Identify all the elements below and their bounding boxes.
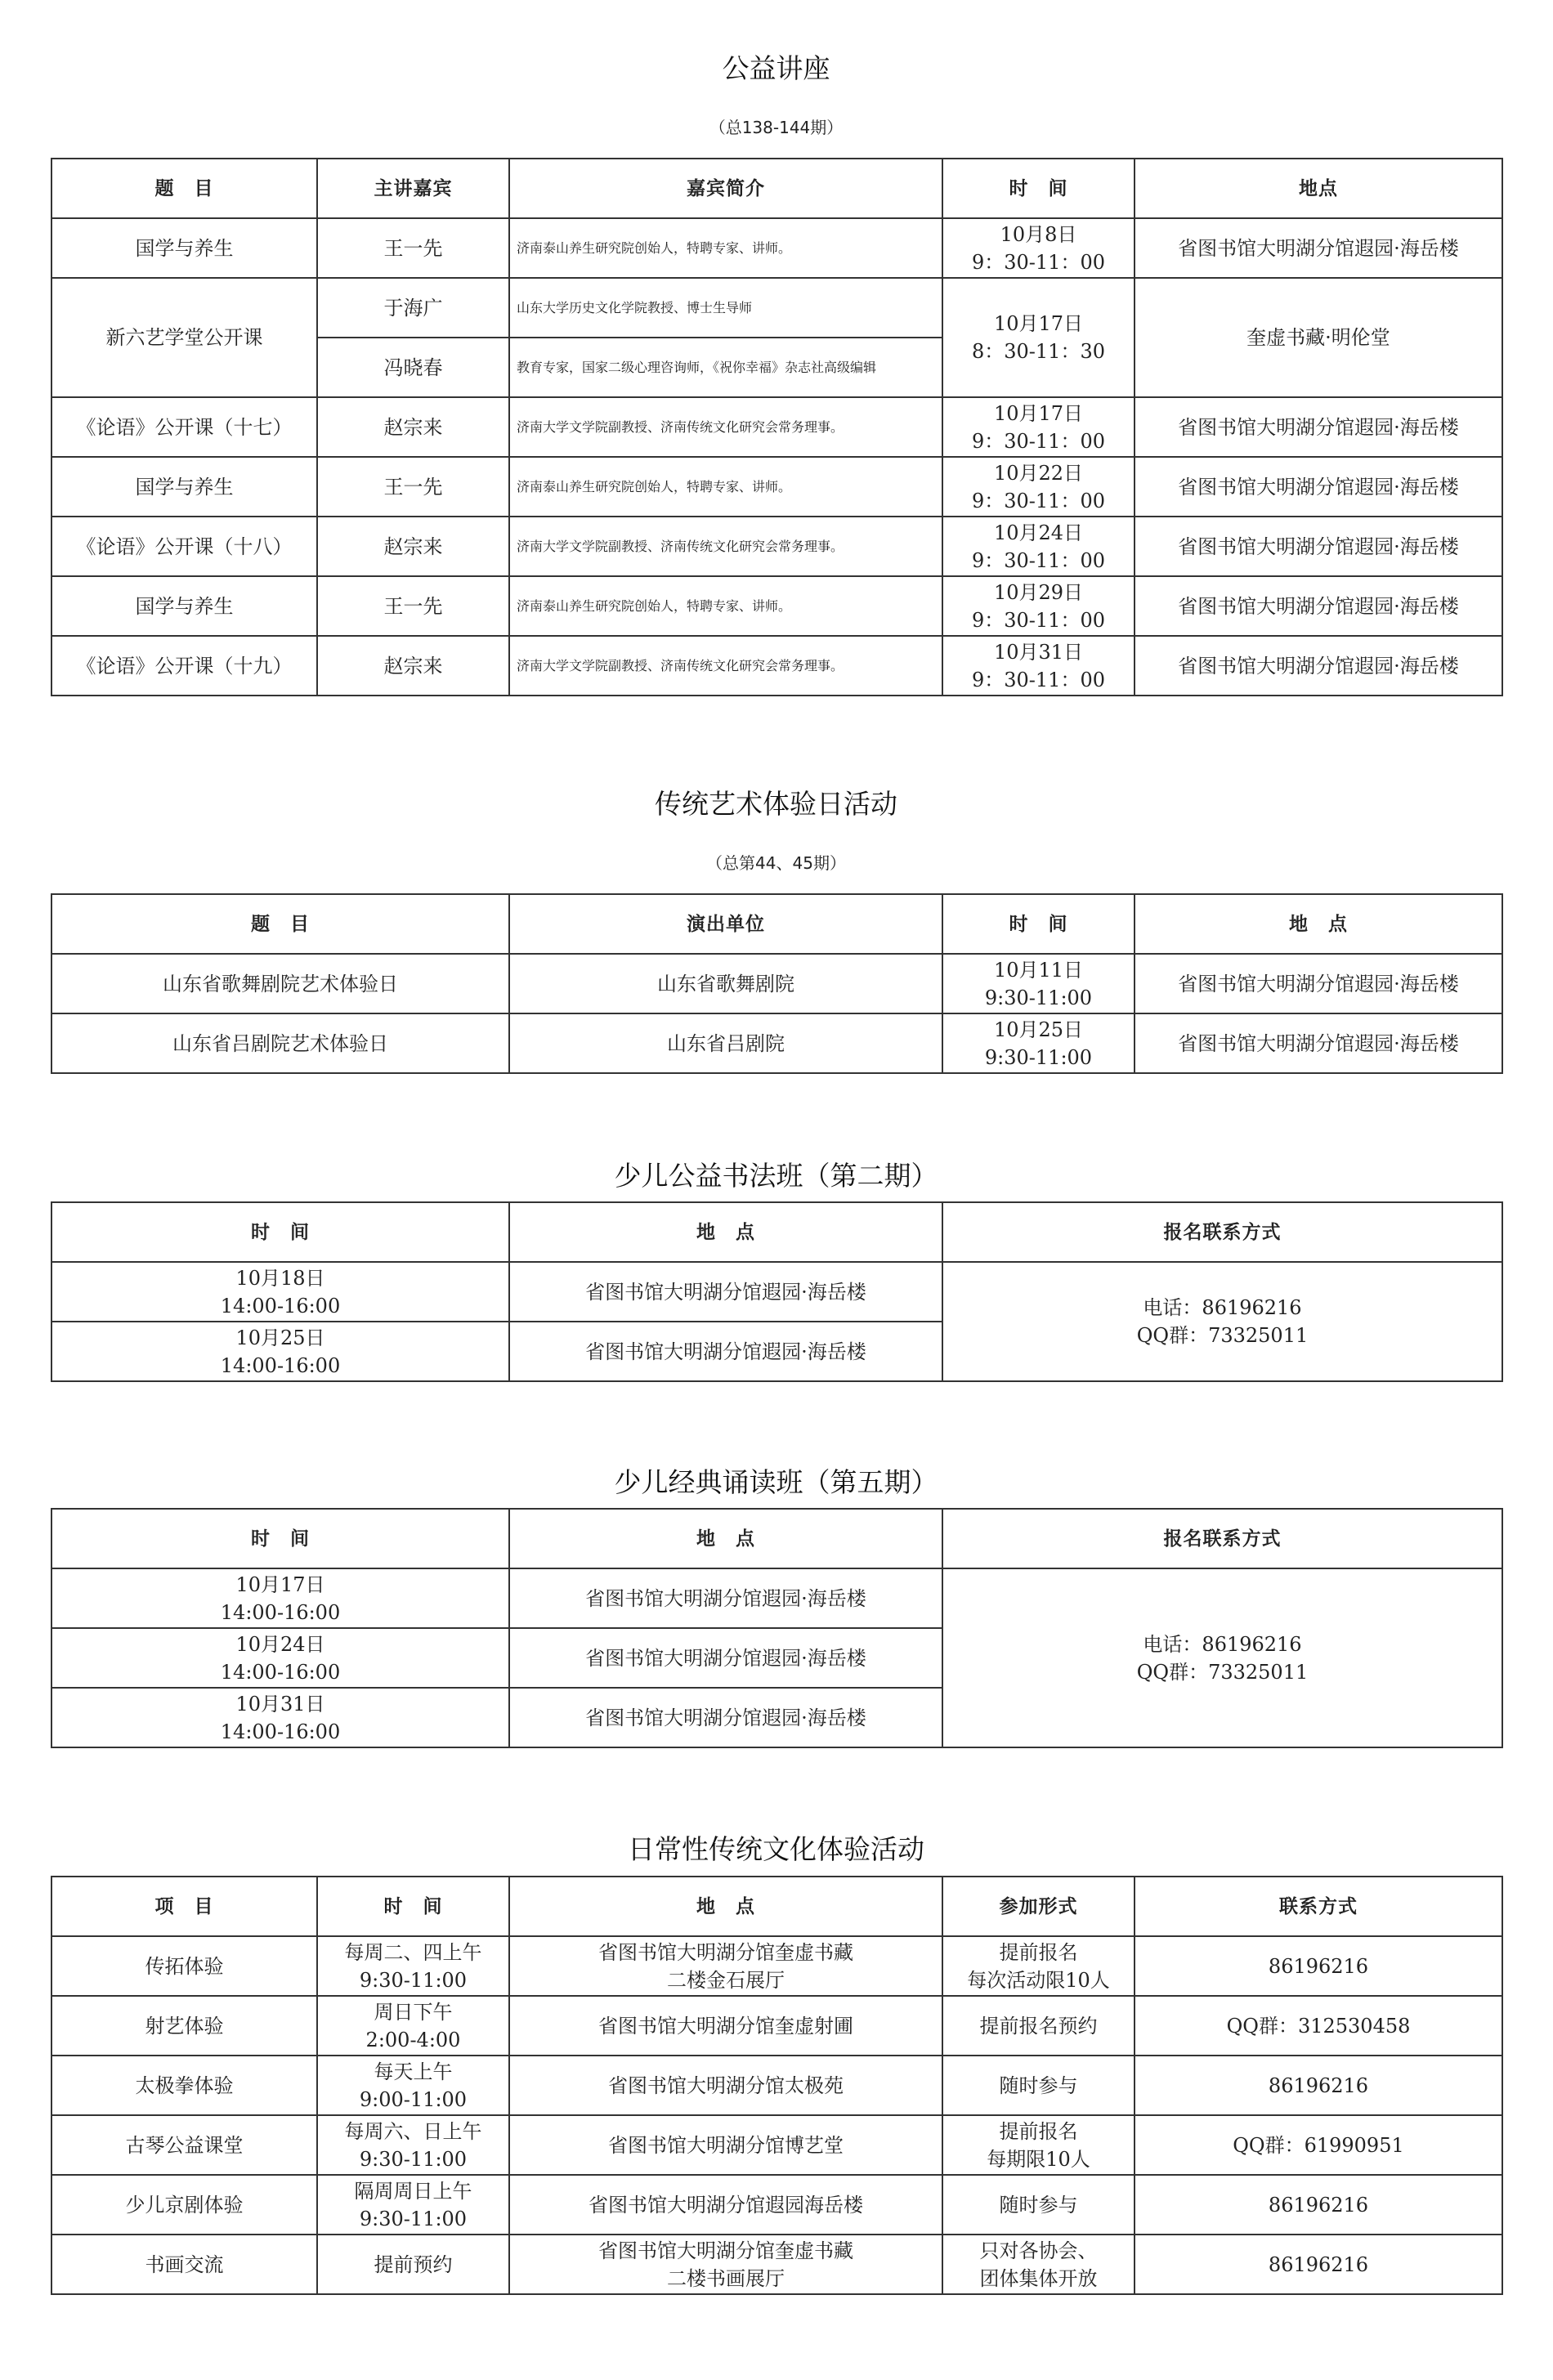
- item-cell: 少儿京剧体验: [51, 2175, 317, 2235]
- lectures-table: [51, 158, 1503, 696]
- intro-cell: 济南大学文学院副教授、济南传统文化研究会常务理事。: [509, 636, 942, 696]
- time-cell: 提前预约: [317, 2235, 509, 2294]
- reading-table: [51, 1508, 1503, 1748]
- time-cell: [942, 576, 1135, 636]
- intro-cell: 济南大学文学院副教授、济南传统文化研究会常务理事。: [509, 397, 942, 457]
- place-cell: 省图书馆大明湖分馆遐园·海岳楼: [1135, 1013, 1502, 1073]
- date-text: 10月25日: [993, 1018, 1084, 1041]
- item-cell: 太极拳体验: [51, 2056, 317, 2115]
- time-text: 9：30-11：00: [972, 429, 1105, 453]
- time-text: 9:30-11:00: [984, 1045, 1093, 1069]
- date-text: 10月17日: [235, 1572, 325, 1596]
- time-cell: [317, 1936, 509, 1996]
- header-place: 地 点: [509, 1877, 942, 1936]
- place-cell: 省图书馆大明湖分馆遐园·海岳楼: [1135, 397, 1502, 457]
- place-cell: 省图书馆大明湖分馆博艺堂: [509, 2115, 942, 2175]
- topic-cell: 《论语》公开课（十九）: [51, 636, 317, 696]
- form-line-1: 提前报名: [999, 1940, 1078, 1964]
- form-cell: [942, 2115, 1135, 2175]
- header-time: 时 间: [942, 159, 1135, 218]
- header-unit: 演出单位: [509, 894, 942, 954]
- lectures-subtitle: （总138-144期）: [709, 118, 844, 137]
- date-text: 10月31日: [235, 1692, 325, 1716]
- intro-cell: 济南大学文学院副教授、济南传统文化研究会常务理事。: [509, 517, 942, 576]
- place-cell: 省图书馆大明湖分馆奎虚射圃: [509, 1996, 942, 2056]
- time-line-2: 9:30-11:00: [359, 2147, 468, 2171]
- guest-cell: 赵宗来: [317, 517, 509, 576]
- place-line-2: 二楼书画展厅: [667, 2266, 785, 2290]
- table-row: [51, 397, 1502, 457]
- header-topic: 题 目: [51, 894, 509, 954]
- form-line-1: 只对各协会、: [979, 2239, 1098, 2262]
- form-cell: 随时参与: [942, 2175, 1135, 2235]
- guest-cell: 赵宗来: [317, 397, 509, 457]
- arts-title: 传统艺术体验日活动: [655, 788, 897, 820]
- place-cell: 省图书馆大明湖分馆遐园·海岳楼: [1135, 636, 1502, 696]
- time-cell: [942, 954, 1135, 1013]
- unit-cell: 山东省歌舞剧院: [509, 954, 942, 1013]
- time-text: 14:00-16:00: [220, 1353, 341, 1377]
- form-line-2: 团体集体开放: [979, 2266, 1098, 2290]
- contact-cell: 86196216: [1135, 2056, 1502, 2115]
- time-cell: [942, 218, 1135, 278]
- topic-cell: 新六艺学堂公开课: [51, 278, 317, 397]
- table-row: [51, 576, 1502, 636]
- place-cell: 省图书馆大明湖分馆遐园·海岳楼: [1135, 576, 1502, 636]
- time-cell: [317, 1996, 509, 2056]
- time-line-1: 每天上午: [374, 2060, 453, 2083]
- guest-cell: 王一先: [317, 457, 509, 517]
- contact-cell: [942, 1568, 1502, 1747]
- time-cell: [317, 2115, 509, 2175]
- table-row: [51, 278, 1502, 338]
- time-text: 14:00-16:00: [220, 1600, 341, 1624]
- header-form: 参加形式: [942, 1877, 1135, 1936]
- place-cell: 省图书馆大明湖分馆遐园·海岳楼: [509, 1688, 942, 1747]
- form-cell: [942, 1936, 1135, 1996]
- header-place: 地 点: [1135, 894, 1502, 954]
- time-text: 9：30-11：00: [972, 489, 1105, 512]
- place-line-1: 省图书馆大明湖分馆奎虚书藏: [598, 1940, 853, 1964]
- table-header-row: [51, 1877, 1502, 1936]
- date-text: 10月8日: [1000, 222, 1077, 246]
- header-place: 地 点: [509, 1202, 942, 1262]
- time-text: 14:00-16:00: [220, 1660, 341, 1684]
- time-cell: [942, 1013, 1135, 1073]
- table-header-row: [51, 159, 1502, 218]
- intro-cell: 济南泰山养生研究院创始人，特聘专家、讲师。: [509, 218, 942, 278]
- date-text: 10月17日: [993, 401, 1084, 425]
- date-text: 10月24日: [993, 521, 1084, 544]
- table-row: [51, 1568, 1502, 1628]
- contact-qq: QQ群：73325011: [1136, 1324, 1309, 1347]
- place-cell: [509, 2235, 942, 2294]
- table-row: [51, 636, 1502, 696]
- table-header-row: [51, 894, 1502, 954]
- daily-table: [51, 1876, 1503, 2295]
- header-topic: 题 目: [51, 159, 317, 218]
- header-contact: 报名联系方式: [942, 1509, 1502, 1568]
- date-text: 10月25日: [235, 1326, 325, 1349]
- guest-cell: 赵宗来: [317, 636, 509, 696]
- time-cell: [942, 517, 1135, 576]
- header-contact: 联系方式: [1135, 1877, 1502, 1936]
- place-cell: 省图书馆大明湖分馆遐园海岳楼: [509, 2175, 942, 2235]
- contact-cell: QQ群：312530458: [1135, 1996, 1502, 2056]
- time-cell: [317, 2175, 509, 2235]
- date-text: 10月18日: [235, 1266, 325, 1290]
- table-header-row: [51, 1202, 1502, 1262]
- header-place: 地 点: [509, 1509, 942, 1568]
- header-item: 项 目: [51, 1877, 317, 1936]
- time-line-1: 每周六、日上午: [344, 2119, 482, 2143]
- table-row: [51, 1013, 1502, 1073]
- time-cell: [51, 1322, 509, 1381]
- header-intro: 嘉宾简介: [509, 159, 942, 218]
- guest-cell: 王一先: [317, 576, 509, 636]
- intro-cell: 教育专家，国家二级心理咨询师，《祝你幸福》杂志社高级编辑: [509, 338, 942, 397]
- item-cell: 书画交流: [51, 2235, 317, 2294]
- table-row: [51, 1996, 1502, 2056]
- time-line-1: 每周二、四上午: [344, 1940, 482, 1964]
- place-cell: 省图书馆大明湖分馆遐园·海岳楼: [1135, 218, 1502, 278]
- form-line-1: 提前报名: [999, 2119, 1078, 2143]
- arts-table: [51, 893, 1503, 1074]
- lectures-title: 公益讲座: [722, 52, 830, 84]
- date-text: 10月17日: [993, 312, 1084, 335]
- guest-cell: 王一先: [317, 218, 509, 278]
- place-cell: 省图书馆大明湖分馆遐园·海岳楼: [509, 1322, 942, 1381]
- header-time: 时 间: [51, 1509, 509, 1568]
- topic-cell: 国学与养生: [51, 576, 317, 636]
- time-cell: [317, 2056, 509, 2115]
- form-cell: 提前报名预约: [942, 1996, 1135, 2056]
- contact-phone: 电话：86196216: [1143, 1632, 1302, 1656]
- contact-cell: QQ群：61990951: [1135, 2115, 1502, 2175]
- header-time: 时 间: [51, 1202, 509, 1262]
- topic-cell: 山东省歌舞剧院艺术体验日: [51, 954, 509, 1013]
- topic-cell: 山东省吕剧院艺术体验日: [51, 1013, 509, 1073]
- place-line-1: 省图书馆大明湖分馆奎虚书藏: [598, 2239, 853, 2262]
- table-row: [51, 2115, 1502, 2175]
- time-line-2: 9:00-11:00: [359, 2087, 468, 2111]
- time-cell: [942, 636, 1135, 696]
- form-cell: [942, 2235, 1135, 2294]
- calligraphy-table: [51, 1201, 1503, 1382]
- time-text: 8：30-11：30: [972, 340, 1105, 363]
- table-row: [51, 1936, 1502, 1996]
- time-cell: [51, 1262, 509, 1322]
- time-line-2: 9:30-11:00: [359, 1968, 468, 1992]
- item-cell: 传拓体验: [51, 1936, 317, 1996]
- contact-cell: 86196216: [1135, 2175, 1502, 2235]
- time-line-1: 周日下午: [374, 2000, 453, 2024]
- time-text: 14:00-16:00: [220, 1294, 341, 1318]
- reading-title: 少儿经典诵读班（第五期）: [614, 1466, 938, 1498]
- date-text: 10月22日: [993, 461, 1084, 485]
- place-cell: [509, 1936, 942, 1996]
- header-contact: 报名联系方式: [942, 1202, 1502, 1262]
- place-line-2: 二楼金石展厅: [667, 1968, 785, 1992]
- header-time: 时 间: [942, 894, 1135, 954]
- time-cell: [942, 457, 1135, 517]
- contact-phone: 电话：86196216: [1143, 1296, 1302, 1319]
- intro-cell: 山东大学历史文化学院教授、博士生导师: [509, 278, 942, 338]
- place-cell: 省图书馆大明湖分馆遐园·海岳楼: [1135, 517, 1502, 576]
- place-cell: 省图书馆大明湖分馆遐园·海岳楼: [509, 1628, 942, 1688]
- intro-cell: 济南泰山养生研究院创始人，特聘专家、讲师。: [509, 576, 942, 636]
- topic-cell: 《论语》公开课（十八）: [51, 517, 317, 576]
- header-guest: 主讲嘉宾: [317, 159, 509, 218]
- table-row: [51, 2056, 1502, 2115]
- time-cell: [51, 1568, 509, 1628]
- date-text: 10月24日: [235, 1632, 325, 1656]
- form-line-2: 每期限10人: [987, 2147, 1090, 2171]
- contact-cell: 86196216: [1135, 1936, 1502, 1996]
- contact-cell: [942, 1262, 1502, 1381]
- time-text: 9：30-11：00: [972, 668, 1105, 691]
- table-row: [51, 457, 1502, 517]
- date-text: 10月29日: [993, 580, 1084, 604]
- topic-cell: 国学与养生: [51, 457, 317, 517]
- time-text: 14:00-16:00: [220, 1720, 341, 1743]
- arts-subtitle: （总第44、45期）: [706, 853, 846, 873]
- place-cell: 奎虚书藏·明伦堂: [1135, 278, 1502, 397]
- daily-title: 日常性传统文化体验活动: [628, 1833, 924, 1865]
- place-cell: 省图书馆大明湖分馆太极苑: [509, 2056, 942, 2115]
- time-line-2: 2:00-4:00: [365, 2028, 461, 2051]
- form-cell: 随时参与: [942, 2056, 1135, 2115]
- unit-cell: 山东省吕剧院: [509, 1013, 942, 1073]
- time-cell: [51, 1688, 509, 1747]
- time-text: 9：30-11：00: [972, 250, 1105, 274]
- guest-cell: 于海广: [317, 278, 509, 338]
- time-line-2: 9:30-11:00: [359, 2207, 468, 2230]
- table-row: [51, 2175, 1502, 2235]
- calligraphy-title: 少儿公益书法班（第二期）: [614, 1160, 938, 1192]
- guest-cell: 冯晓春: [317, 338, 509, 397]
- header-time: 时 间: [317, 1877, 509, 1936]
- topic-cell: 《论语》公开课（十七）: [51, 397, 317, 457]
- time-line-1: 隔周周日上午: [354, 2179, 472, 2203]
- table-row: [51, 218, 1502, 278]
- time-cell: [942, 278, 1135, 397]
- time-text: 9：30-11：00: [972, 608, 1105, 632]
- place-cell: 省图书馆大明湖分馆遐园·海岳楼: [1135, 954, 1502, 1013]
- table-header-row: [51, 1509, 1502, 1568]
- time-cell: [51, 1628, 509, 1688]
- place-cell: 省图书馆大明湖分馆遐园·海岳楼: [509, 1568, 942, 1628]
- topic-cell: 国学与养生: [51, 218, 317, 278]
- form-line-2: 每次活动限10人: [967, 1968, 1110, 1992]
- table-row: [51, 954, 1502, 1013]
- place-cell: 省图书馆大明湖分馆遐园·海岳楼: [509, 1262, 942, 1322]
- item-cell: 射艺体验: [51, 1996, 317, 2056]
- contact-cell: 86196216: [1135, 2235, 1502, 2294]
- intro-cell: 济南泰山养生研究院创始人，特聘专家、讲师。: [509, 457, 942, 517]
- date-text: 10月11日: [993, 958, 1084, 982]
- table-row: [51, 2235, 1502, 2294]
- time-text: 9:30-11:00: [984, 986, 1093, 1009]
- contact-qq: QQ群：73325011: [1136, 1660, 1309, 1684]
- date-text: 10月31日: [993, 640, 1084, 664]
- time-text: 9：30-11：00: [972, 548, 1105, 572]
- time-cell: [942, 397, 1135, 457]
- item-cell: 古琴公益课堂: [51, 2115, 317, 2175]
- table-row: [51, 1262, 1502, 1322]
- place-cell: 省图书馆大明湖分馆遐园·海岳楼: [1135, 457, 1502, 517]
- table-row: [51, 517, 1502, 576]
- header-place: 地点: [1135, 159, 1502, 218]
